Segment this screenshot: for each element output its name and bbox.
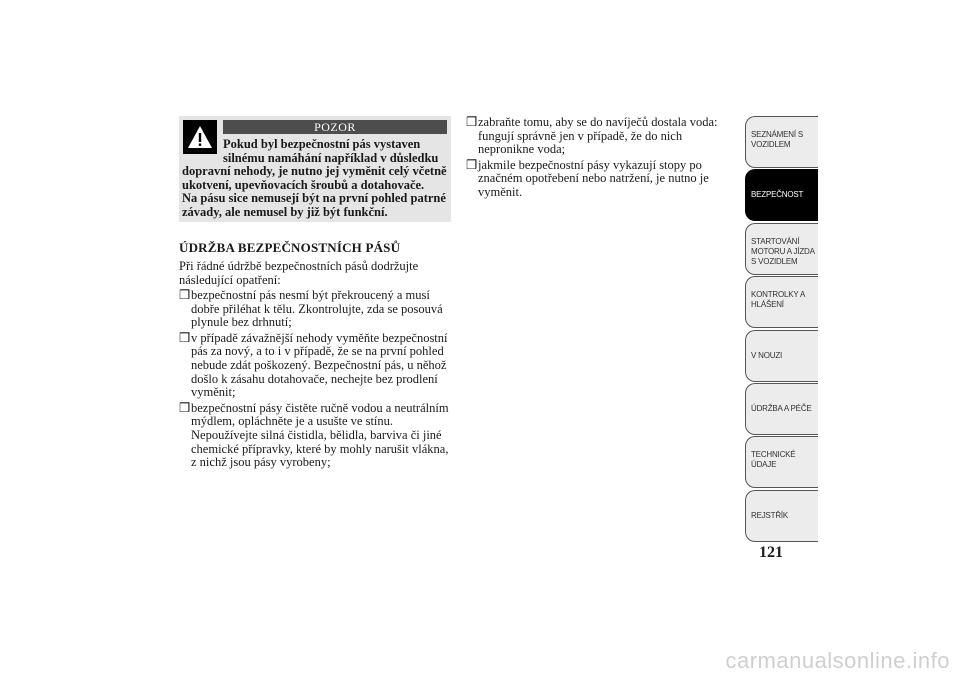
tab-bezpecnost[interactable]: BEZPEČNOST — [745, 169, 818, 221]
tab-udrzba-a-pece[interactable]: ÚDRŽBA A PÉČE — [745, 383, 818, 435]
bullet-box-icon: ❒ — [466, 157, 478, 172]
list-item-text: jakmile bezpečnostní pásy vykazují stopy po značném opotřebení nebo natržení, je nutno je vyměnit. — [478, 157, 709, 199]
warning-title: POZOR — [223, 120, 447, 134]
tab-v-nouzi[interactable]: V NOUZI — [745, 330, 818, 382]
bullet-box-icon: ❒ — [179, 288, 191, 302]
page-number: 121 — [759, 544, 783, 561]
tab-kontrolky-a-hlaseni[interactable]: KONTROLKY A HLÁŠENÍ — [745, 276, 818, 328]
list-item — [466, 159, 726, 200]
tab-startovani-motoru[interactable]: STARTOVÁNÍ MOTORU A JÍZDA S VOZIDLEM — [745, 223, 818, 275]
warning-box — [179, 116, 451, 222]
left-bullet-list — [179, 289, 454, 472]
warning-line: ukotvení, upevňovacích šroubů a dotahovače. — [182, 177, 425, 192]
warning-text — [182, 138, 447, 220]
bullet-box-icon: ❒ — [179, 400, 191, 415]
tab-technicke-udaje[interactable]: TECHNICKÉ ÚDAJE — [745, 436, 818, 488]
intro-paragraph: Při řádné údržbě bezpečnostních pásů dodržujte následující opatření: — [179, 259, 419, 287]
list-item-text: bezpečnostní pás nesmí být překroucený a musí dobře přiléhat k tělu. Zkontrolujte, zda se posouvá plynule bez drhnutí; — [191, 288, 443, 330]
list-item-text: bezpečnostní pásy čistěte ručně vodou a neutrálním mýdlem, opláchněte je a usušte ve stínu. Nepoužívejte silná čistidla, bělidla, barviva či jiné chemické přípravky, které by mohly narušit vlákna, z nichž jsou pásy vyrobeny; — [191, 400, 449, 470]
list-item — [179, 402, 454, 470]
bullet-box-icon: ❒ — [466, 115, 478, 129]
warning-line: Pokud byl bezpečnostní pás vystaven — [223, 137, 421, 151]
bullet-box-icon: ❒ — [179, 330, 191, 345]
warning-line: silnému namáhání například v důsledku — [223, 150, 439, 165]
warning-line: závady, ale nemusel by již být funkční. — [182, 204, 388, 219]
list-item — [179, 332, 454, 400]
warning-line: dopravní nehody, je nutno jej vyměnit celý včetně — [182, 164, 447, 179]
watermark: carmanualsonline.info — [725, 648, 950, 673]
warning-line: Na pásu sice nemusejí být na první pohled patrné — [182, 191, 446, 206]
list-item — [179, 289, 454, 330]
tab-seznameni-s-vozidlem[interactable]: SEZNÁMENÍ S VOZIDLEM — [745, 116, 818, 168]
chapter-tabs — [745, 116, 818, 543]
list-item-text: zabraňte tomu, aby se do navíječů dostala voda: fungují správně jen v případě, že do nich nepronikne voda; — [478, 115, 718, 157]
list-item — [466, 116, 726, 157]
tab-rejstrik[interactable]: REJSTŘÍK — [745, 490, 818, 542]
right-bullet-list — [466, 116, 726, 202]
list-item-text: v případě závažnější nehody vyměňte bezpečnostní pás za nový, a to i v případě, že se na první pohled nebude zdát poškozený. Bezpečnostní pás, u něhož došlo k zásahu dotahovače, nechejte bez prodlení vyměnit; — [191, 330, 448, 400]
section-title: ÚDRŽBA BEZPEČNOSTNÍCH PÁSŮ — [179, 240, 401, 255]
